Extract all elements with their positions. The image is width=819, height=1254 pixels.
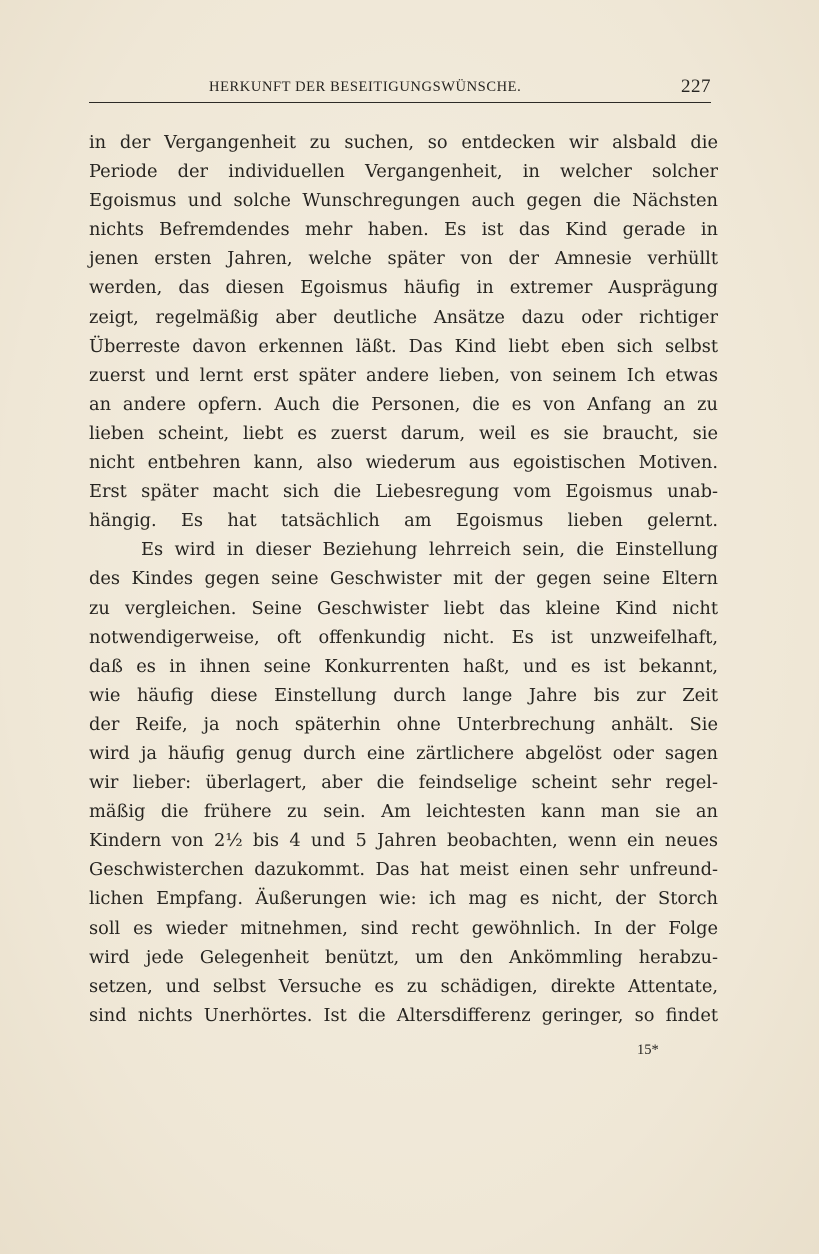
text-line: zuerst und lernt erst später andere lieben, von seinem Ich etwas xyxy=(89,364,718,386)
text-line: wird jede Gelegenheit benützt, um den Ankömmling herabzu- xyxy=(89,946,718,968)
body-text xyxy=(89,128,718,1030)
text-line: daß es in ihnen seine Konkurrenten haßt, und es ist bekannt, xyxy=(89,655,718,677)
text-line: Periode der individuellen Vergangenheit, in welcher solcher xyxy=(89,161,718,183)
text-line: lieben scheint, liebt es zuerst darum, weil es sie braucht, sie xyxy=(89,422,718,444)
running-head: HERKUNFT DER BESEITIGUNGSWÜNSCHE. xyxy=(209,79,522,95)
signature-mark: 15* xyxy=(637,1042,659,1058)
text-line: Erst später macht sich die Liebesregung vom Egoismus unab- xyxy=(89,481,718,503)
text-line: notwendigerweise, oft offenkundig nicht. Es ist unzweifelhaft, xyxy=(89,626,718,648)
text-line: in der Vergangenheit zu suchen, so entdecken wir alsbald die xyxy=(89,132,718,153)
text-line: wie häufig diese Einstellung durch lange Jahre bis zur Zeit xyxy=(89,684,718,706)
page-header xyxy=(89,76,711,100)
text-line: sind nichts Unerhörtes. Ist die Altersdifferenz geringer, so findet xyxy=(89,1004,718,1026)
text-line: Geschwisterchen dazukommt. Das hat meist einen sehr unfreund- xyxy=(89,859,718,881)
text-line: zeigt, regelmäßig aber deutliche Ansätze dazu oder richtiger xyxy=(89,306,718,328)
text-line: wir lieber: überlagert, aber die feindselige scheint sehr regel- xyxy=(89,772,718,794)
text-line: nichts Befremdendes mehr haben. Es ist das Kind gerade in xyxy=(89,219,718,241)
text-line: setzen, und selbst Versuche es zu schädigen, direkte Attentate, xyxy=(89,975,718,997)
page-number: 227 xyxy=(681,76,711,97)
text-line: wird ja häufig genug durch eine zärtlichere abgelöst oder sagen xyxy=(89,742,718,764)
text-line: hängig. Es hat tatsächlich am Egoismus lieben gelernt. xyxy=(89,510,718,532)
text-line: Egoismus und solche Wunschregungen auch gegen die Nächsten xyxy=(89,190,718,212)
text-line: Es wird in dieser Beziehung lehrreich sein, die Einstellung xyxy=(141,539,718,561)
text-line: soll es wieder mitnehmen, sind recht gewöhnlich. In der Folge xyxy=(89,917,718,939)
text-line: jenen ersten Jahren, welche später von der Amnesie verhüllt xyxy=(89,248,718,270)
text-line: lichen Empfang. Äußerungen wie: ich mag es nicht, der Storch xyxy=(89,888,718,910)
text-line: Überreste davon erkennen läßt. Das Kind liebt eben sich selbst xyxy=(89,335,718,357)
text-line: Kindern von 2½ bis 4 und 5 Jahren beobachten, wenn ein neues xyxy=(89,830,718,852)
text-line: an andere opfern. Auch die Personen, die es von Anfang an zu xyxy=(89,393,718,415)
header-rule xyxy=(89,102,711,103)
text-line: werden, das diesen Egoismus häufig in extremer Ausprägung xyxy=(89,277,718,299)
text-line: zu vergleichen. Seine Geschwister liebt das kleine Kind nicht xyxy=(89,597,718,619)
text-line: der Reife, ja noch späterhin ohne Unterbrechung anhält. Sie xyxy=(89,713,718,735)
text-line: nicht entbehren kann, also wiederum aus egoistischen Motiven. xyxy=(89,452,718,474)
text-line: mäßig die frühere zu sein. Am leichtesten kann man sie an xyxy=(89,801,718,823)
text-line: des Kindes gegen seine Geschwister mit der gegen seine Eltern xyxy=(89,568,718,590)
